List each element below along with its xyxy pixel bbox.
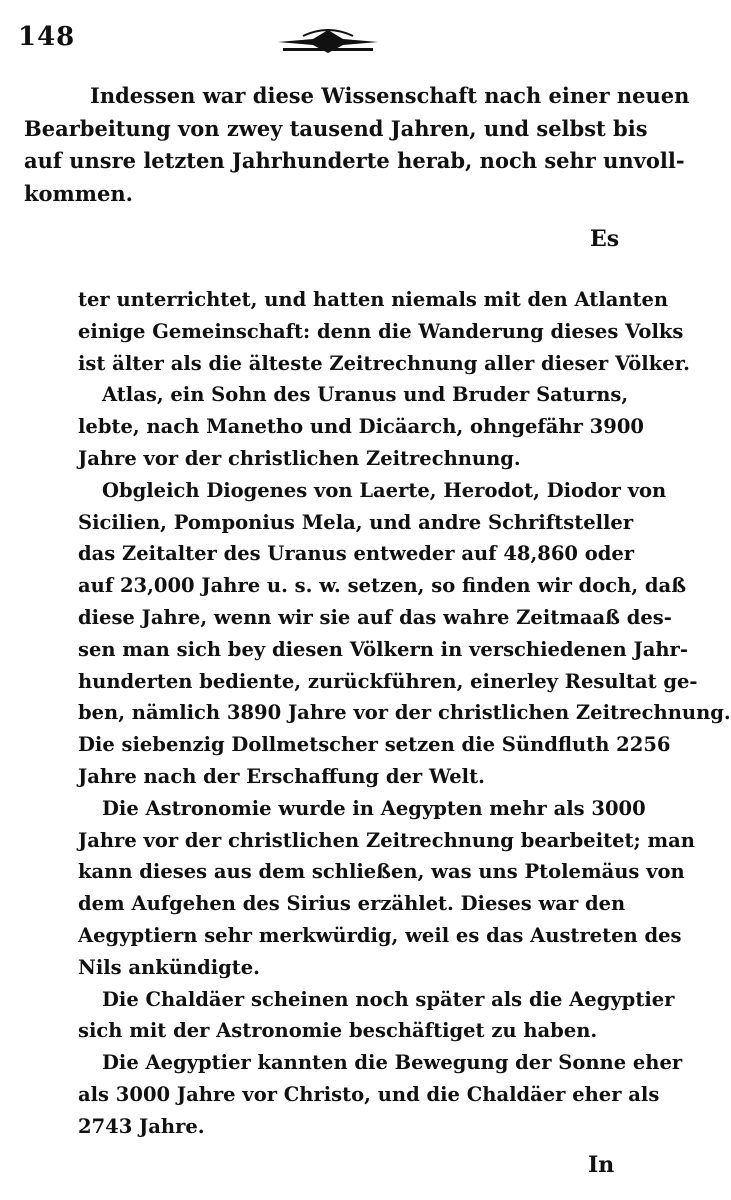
footnote-line: einige Gemeinschaft: denn die Wanderung dieses Volks — [78, 319, 684, 343]
footnote-line: ben, nämlich 3890 Jahre vor der christlichen Zeitrechnung. — [78, 701, 731, 725]
footnote-line: lebte, nach Manetho und Dicäarch, ohngefähr 3900 — [78, 415, 644, 439]
footnote-line: Nils ankündigte. — [78, 955, 260, 979]
footnote-line: das Zeitalter des Uranus entweder auf 48,860 oder — [78, 542, 635, 566]
footnote-line: ter unterrichtet, und hatten niemals mit den Atlanten — [78, 288, 669, 311]
footnote-line: hunderten bediente, zurückführen, einerley Resultat ge- — [78, 669, 698, 693]
footnote-line: sich mit der Astronomie beschäftiget zu haben. — [78, 1019, 598, 1043]
paragraph-line: kommen. — [24, 180, 133, 206]
footnote-line: auf 23,000 Jahre u. s. w. setzen, so finden wir doch, daß — [78, 574, 687, 598]
footnote-line: Sicilien, Pomponius Mela, und andre Schriftsteller — [78, 510, 634, 534]
footnote-line: sen man sich bey diesen Völkern in verschiedenen Jahr- — [78, 637, 688, 661]
footnote-line: Die Astronomie wurde in Aegypten mehr als 3000 — [102, 796, 646, 820]
main-paragraph — [24, 80, 689, 210]
paragraph-line: Bearbeitung von zwey tausend Jahren, und selbst bis — [24, 115, 648, 141]
footnote-line: Die siebenzig Dollmetscher setzen die Sündfluth 2256 — [78, 733, 671, 757]
footnote-line: Aegyptiern sehr merkwürdig, weil es das Austreten des — [78, 923, 682, 947]
footnote-line: Jahre vor der christlichen Zeitrechnung. — [78, 446, 521, 470]
page-header — [18, 22, 618, 62]
footnote-line: Jahre nach der Erschaffung der Welt. — [78, 764, 485, 788]
page-number: 148 — [18, 22, 76, 52]
footnote-line: Die Chaldäer scheinen noch später als die Aegyptier — [102, 987, 675, 1011]
footnote-line: Obgleich Diogenes von Laerte, Herodot, Diodor von — [102, 478, 667, 502]
footnote-text — [78, 284, 731, 1143]
paragraph-line: auf unsre letzten Jahrhunderte herab, noch sehr unvoll- — [24, 148, 685, 173]
paragraph-line: Indessen war diese Wissenschaft nach einer neuen — [90, 83, 690, 108]
footnote-line: dem Aufgehen des Sirius erzählet. Dieses war den — [78, 892, 626, 916]
decorative-vignette-icon — [273, 26, 383, 56]
footnote-line: kann dieses aus dem schließen, was uns Ptolemäus von — [78, 860, 685, 884]
footnote-line: als 3000 Jahre vor Christo, und die Chaldäer eher als — [78, 1082, 660, 1106]
footnote-line: 2743 Jahre. — [78, 1114, 205, 1138]
footnote-line: Die Aegyptier kannten die Bewegung der Sonne eher — [102, 1051, 683, 1075]
catchword-top: Es — [590, 226, 620, 252]
footnote-line: Jahre vor der christlichen Zeitrechnung bearbeitet; man — [78, 828, 695, 852]
footnote-line: ist älter als die älteste Zeitrechnung aller dieser Völker. — [78, 351, 690, 375]
footnote-line: Atlas, ein Sohn des Uranus und Bruder Saturns, — [102, 383, 629, 407]
footnote-line: diese Jahre, wenn wir sie auf das wahre Zeitmaaß des- — [78, 605, 672, 629]
catchword-bottom: In — [588, 1152, 615, 1178]
